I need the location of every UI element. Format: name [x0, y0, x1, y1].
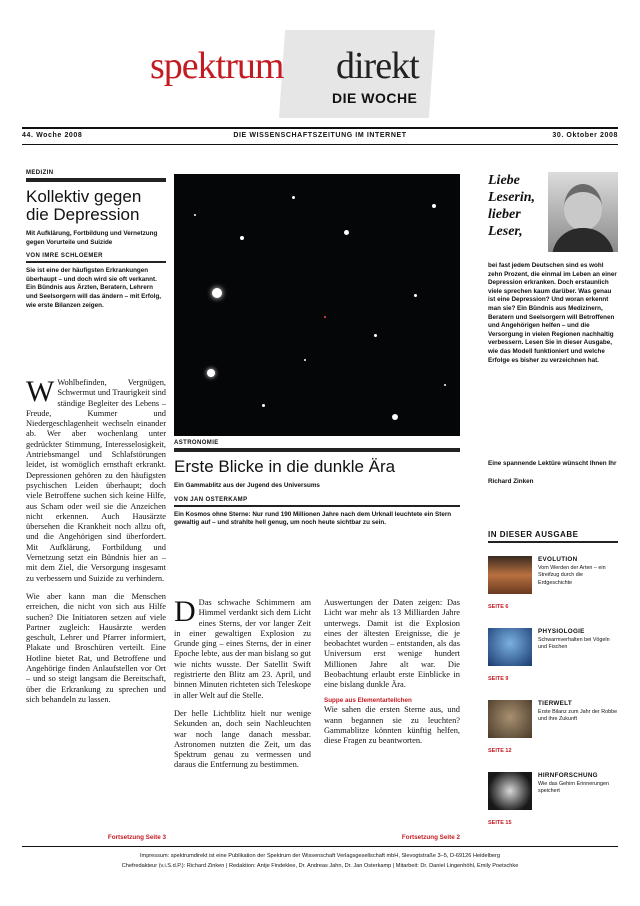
- editorial-greeting: Liebe Leserin, lieber Leser,: [488, 173, 536, 239]
- article-headline[interactable]: Kollektiv gegen die Depression: [26, 187, 142, 224]
- contents-item-sub: Schwarmverhalten bei Vögeln und Fischen: [538, 637, 610, 651]
- masthead-rule-bottom: [22, 144, 618, 145]
- contents-item-title[interactable]: HIRNFORSCHUNG: [538, 772, 598, 779]
- star: [432, 204, 436, 208]
- contents-thumb-tierwelt[interactable]: [488, 700, 532, 738]
- masthead-rule-top: [22, 127, 618, 129]
- contents-thumb-evolution[interactable]: [488, 556, 532, 594]
- footer-imprint: Impressum: spektrumdirekt ist eine Publikation der Spektrum der Wissenschaft Verlagsgesellschaft mbH, Slevogtstraße 3–5, D-69126 Heidelberg: [139, 853, 501, 859]
- drop-cap: D: [174, 598, 196, 628]
- continued-link[interactable]: Fortsetzung Seite 2: [401, 834, 460, 841]
- contents-item-title[interactable]: TIERWELT: [538, 700, 572, 707]
- star: [304, 359, 306, 361]
- contents-item-title[interactable]: PHYSIOLOGIE: [538, 628, 585, 635]
- article-intro: Ein Kosmos ohne Sterne: Nur rund 190 Millionen Jahre nach dem Urknall leuchtete ein Stern gewaltig auf – und strahlte hell genug, um noch heute sichtbar zu sein.: [174, 510, 452, 527]
- brand-logo-part2: direkt: [336, 45, 419, 87]
- tagline: DIE WISSENSCHAFTSZEITUNG IM INTERNET: [233, 132, 407, 139]
- edition-label: DIE WOCHE: [332, 90, 418, 106]
- contents-page[interactable]: SEITE 12: [488, 748, 512, 754]
- article-headline[interactable]: Erste Blicke in die dunkle Ära: [174, 457, 396, 476]
- author-bar: [26, 261, 166, 263]
- star: [292, 196, 295, 199]
- article-body-2: Der helle Lichtblitz hielt nur wenige Sekunden an, doch sein Nachleuchten war noch lange danach messbar. Astronomen nutzten die Zeit, um das Spektrum genau zu vermessen und daraus die Entfernung zu bestimmen.: [174, 708, 311, 770]
- contents-item-sub: Wie das Gehirn Erinnerungen speichert: [538, 781, 610, 795]
- star: [444, 384, 446, 386]
- star: [344, 230, 349, 235]
- editorial-signature: Richard Zinken: [488, 478, 534, 485]
- footer-rule: [22, 846, 618, 847]
- star: [240, 236, 244, 240]
- section-bar: [174, 448, 460, 452]
- section-bar: [26, 178, 166, 182]
- editor-portrait: [548, 172, 618, 252]
- article-body-4: Wie sahen die ersten Sterne aus, und wann begannen sie zu leuchten? Gammablitze könnten künftig helfen, diese Fragen zu beantworten.: [324, 705, 460, 746]
- brand-logo-part1: spektrum: [150, 45, 284, 87]
- article-body: Wohlbefinden, Vergnügen, Schwermut und Traurigkeit sind ständige Begleiter des Lebens – Freude, Kummer und Niedergeschlagenheit wechseln einander ab. Wer aber wochenlang unter gedrückter Stimmung, Interesselosigkeit, Antriebsmangel und Schlafstörungen leidet, ist womöglich ernsthaft erkrankt. Depressionen gehören zu den häufigsten psychischen Leiden überhaupt; doch viele Betroffene suchen sich keine Hilfe, aus Scham oder weil sie die Anzeichen nicht erkennen. Auch Hausärzte übersehen die Krankheit noch allzu oft, und die Angehörigen sind überfordert. Mit Aufklärung, Fortbildung und Vernetzung setzt ein Bündnis hier an – mit dem Ziel, die Versorgung insgesamt zu verbessern und Suizide zu verhindern.: [26, 378, 166, 583]
- editorial-closing: Eine spannende Lektüre wünscht Ihnen Ihr: [488, 460, 617, 467]
- issue-date: 30. Oktober 2008: [552, 132, 618, 139]
- author-label: VON IMRE SCHLOEMER: [26, 253, 103, 260]
- star: [414, 294, 417, 297]
- section-label: MEDIZIN: [26, 170, 54, 176]
- author-label: VON JAN OSTERKAMP: [174, 496, 248, 503]
- contents-item-sub: Erste Bilanz zum Jahr der Robbe und ihre Zukunft: [538, 709, 618, 723]
- star: [262, 404, 265, 407]
- galaxy-photo: [174, 174, 460, 436]
- star: [374, 334, 377, 337]
- star: [392, 414, 398, 420]
- drop-cap: W: [26, 378, 55, 408]
- article-body-2: Wie aber kann man die Menschen erreichen, die nicht von sich aus Hilfe suchen? Die Initiatoren setzen auf viele Partner zugleich: Hausärzte werden geschult, Lehrer und Pfarrer informiert, Plakate und Broschüren verteilt. Eine Hotline bietet Rat, und Betroffene und Angehörige finden Anlaufstellen vor Ort – und so steigt langsam die Bereitschaft, über die Erkrankung zu sprechen und sich behandeln zu lassen.: [26, 591, 166, 704]
- contents-rule: [488, 541, 618, 543]
- contents-item-title[interactable]: EVOLUTION: [538, 556, 578, 563]
- contents-page[interactable]: SEITE 6: [488, 604, 509, 610]
- author-bar: [174, 505, 460, 507]
- star: [212, 288, 222, 298]
- editorial-text: bei fast jedem Deutschen sind es wohl zehn Prozent, die einmal im Leben an einer Depression erkranken. Doch erstaunlich viele sprechen kaum darüber. Was genau ist eine Depression? Und woran erkennt man sie? Ein Bündnis aus Medizinern, Beratern und Seelsorgern will Betroffenen und Angehörigen helfen – und die Versorgung in vielen Regionen nachhaltig verbessern. Lesen Sie in dieser Ausgabe, wie das Modell funktioniert und welche Erfolge es bisher zu verzeichnen hat.: [488, 262, 617, 364]
- article-teaser: Ein Gammablitz aus der Jugend des Universums: [174, 482, 320, 489]
- article-intro: Sie ist eine der häufigsten Erkrankungen überhaupt – und doch wird sie oft verkannt. Ein Bündnis aus Ärzten, Beratern, Lehrern und Seelsorgern will das ändern – mit Erfolg, wie erste Bilanzen zeigen.: [26, 267, 162, 309]
- star: [194, 214, 196, 216]
- star: [324, 316, 326, 318]
- issue-number: 44. Woche 2008: [22, 132, 83, 139]
- section-label: ASTRONOMIE: [174, 440, 219, 446]
- subheading-link[interactable]: Suppe aus Elementarteilchen: [324, 696, 412, 704]
- contents-thumb-hirnforschung[interactable]: [488, 772, 532, 810]
- contents-thumb-physiologie[interactable]: [488, 628, 532, 666]
- contents-title: IN DIESER AUSGABE: [488, 530, 579, 539]
- contents-page[interactable]: SEITE 15: [488, 820, 512, 826]
- contents-page[interactable]: SEITE 9: [488, 676, 509, 682]
- star: [207, 369, 215, 377]
- article-body: Das schwache Schimmern am Himmel verdankt sich dem Licht eines Sterns, der vor langer Zeit in einer gewaltigen Explosion zu Grunde ging – eines Sterns, der in einer Epoche lebte, aus der man bislang so gut wie nichts wusste. Der Satellit Swift registrierte den Blitz am 23. April, und binnen Minuten richteten sich Teleskope in aller Welt auf die Stelle.: [174, 598, 311, 700]
- contents-item-sub: Vom Werden der Arten – ein Streifzug durch die Erdgeschichte: [538, 565, 606, 586]
- article-body-3: Auswertungen der Daten zeigen: Das Licht war mehr als 13 Milliarden Jahre unterwegs. Damit ist die Explosion eines der ältesten Ereignisse, die je beobachtet wurden – entstanden, als das Universum erst wenige hundert Millionen Jahre alt war. Die Beobachtung erlaubt erste Einblicke in eine bislang dunkle Ära.: [324, 598, 460, 690]
- article-teaser: Mit Aufklärung, Fortbildung und Vernetzung gegen Vorurteile und Suizide: [26, 230, 158, 246]
- footer-credits: Chefredakteur (v.i.S.d.P.): Richard Zinken | Redaktion: Antje Findeklee, Dr. Andreas Jahn, Dr. Jan Osterkamp | Mitarbeit: Dr. Daniel Lingenhöhl, Emily Poetschke: [121, 863, 519, 869]
- continued-link[interactable]: Fortsetzung Seite 3: [107, 834, 166, 841]
